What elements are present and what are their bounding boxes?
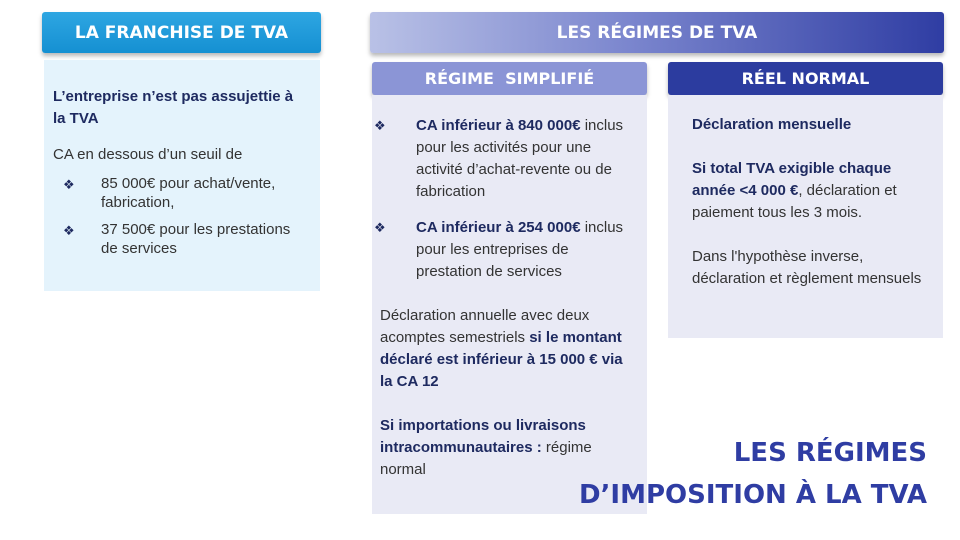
simplifie-item1-bold: CA inférieur à 840 000€ bbox=[416, 117, 581, 134]
reel-p2-bold: Si total TVA exigible chaque année <4 000 € bbox=[692, 160, 892, 199]
franchise-panel bbox=[44, 60, 320, 291]
reel-header bbox=[668, 62, 943, 95]
franchise-seuil: CA en dessous d’un seuil de bbox=[53, 146, 243, 163]
reel-panel bbox=[668, 95, 943, 338]
reel-p2-rest: , déclaration et paiement tous les 3 mois. bbox=[692, 182, 897, 221]
list-item bbox=[374, 115, 637, 203]
slide-title-line1: LES RÉGIMES bbox=[733, 438, 927, 468]
franchise-bullet-1: 85 000€ pour achat/vente, fabrication, bbox=[101, 175, 276, 211]
simplifie-declaration-plain: Déclaration annuelle avec deux acomptes semestriels bbox=[380, 307, 590, 346]
simplifie-declaration bbox=[380, 305, 637, 393]
franchise-bullet-2: 37 500€ pour les prestations de services bbox=[101, 221, 291, 257]
list-item bbox=[374, 217, 637, 283]
diamond-bullet-icon: ❖ bbox=[63, 223, 75, 238]
diamond-bullet-icon: ❖ bbox=[374, 118, 386, 133]
regimes-header bbox=[370, 12, 944, 53]
reel-p2 bbox=[692, 158, 933, 224]
simplifie-header bbox=[372, 62, 647, 95]
reel-p3: Dans l'hypothèse inverse, déclaration et règlement mensuels bbox=[692, 248, 922, 287]
simplifie-import-rest: régime normal bbox=[380, 439, 592, 478]
reel-line1: Déclaration mensuelle bbox=[692, 116, 852, 133]
franchise-header-label: LA FRANCHISE DE TVA bbox=[74, 22, 289, 43]
reel-header-label: RÉEL NORMAL bbox=[741, 69, 870, 88]
slide-title bbox=[579, 432, 927, 516]
simplifie-header-label: RÉGIME SIMPLIFIÉ bbox=[424, 69, 595, 88]
simplifie-item1-rest: inclus pour les activités pour une activité d’achat-revente ou de fabrication bbox=[416, 117, 624, 200]
diamond-bullet-icon: ❖ bbox=[63, 177, 75, 192]
simplifie-item2-rest: inclus pour les entreprises de prestation de services bbox=[416, 219, 624, 280]
regimes-header-label: LES RÉGIMES DE TVA bbox=[556, 22, 758, 43]
simplifie-import-bold: Si importations ou livraisons intracommunautaires : bbox=[380, 417, 586, 456]
list-item bbox=[53, 174, 308, 212]
simplifie-item2-bold: CA inférieur à 254 000€ bbox=[416, 219, 581, 236]
slide-title-line2: D’IMPOSITION À LA TVA bbox=[578, 480, 927, 510]
franchise-intro: L’entreprise n’est pas assujettie à la TVA bbox=[53, 88, 294, 127]
simplifie-declaration-bold: si le montant déclaré est inférieur à 15 000 € via la CA 12 bbox=[380, 329, 623, 390]
list-item bbox=[53, 220, 308, 258]
diamond-bullet-icon: ❖ bbox=[374, 220, 386, 235]
franchise-header bbox=[42, 12, 321, 53]
